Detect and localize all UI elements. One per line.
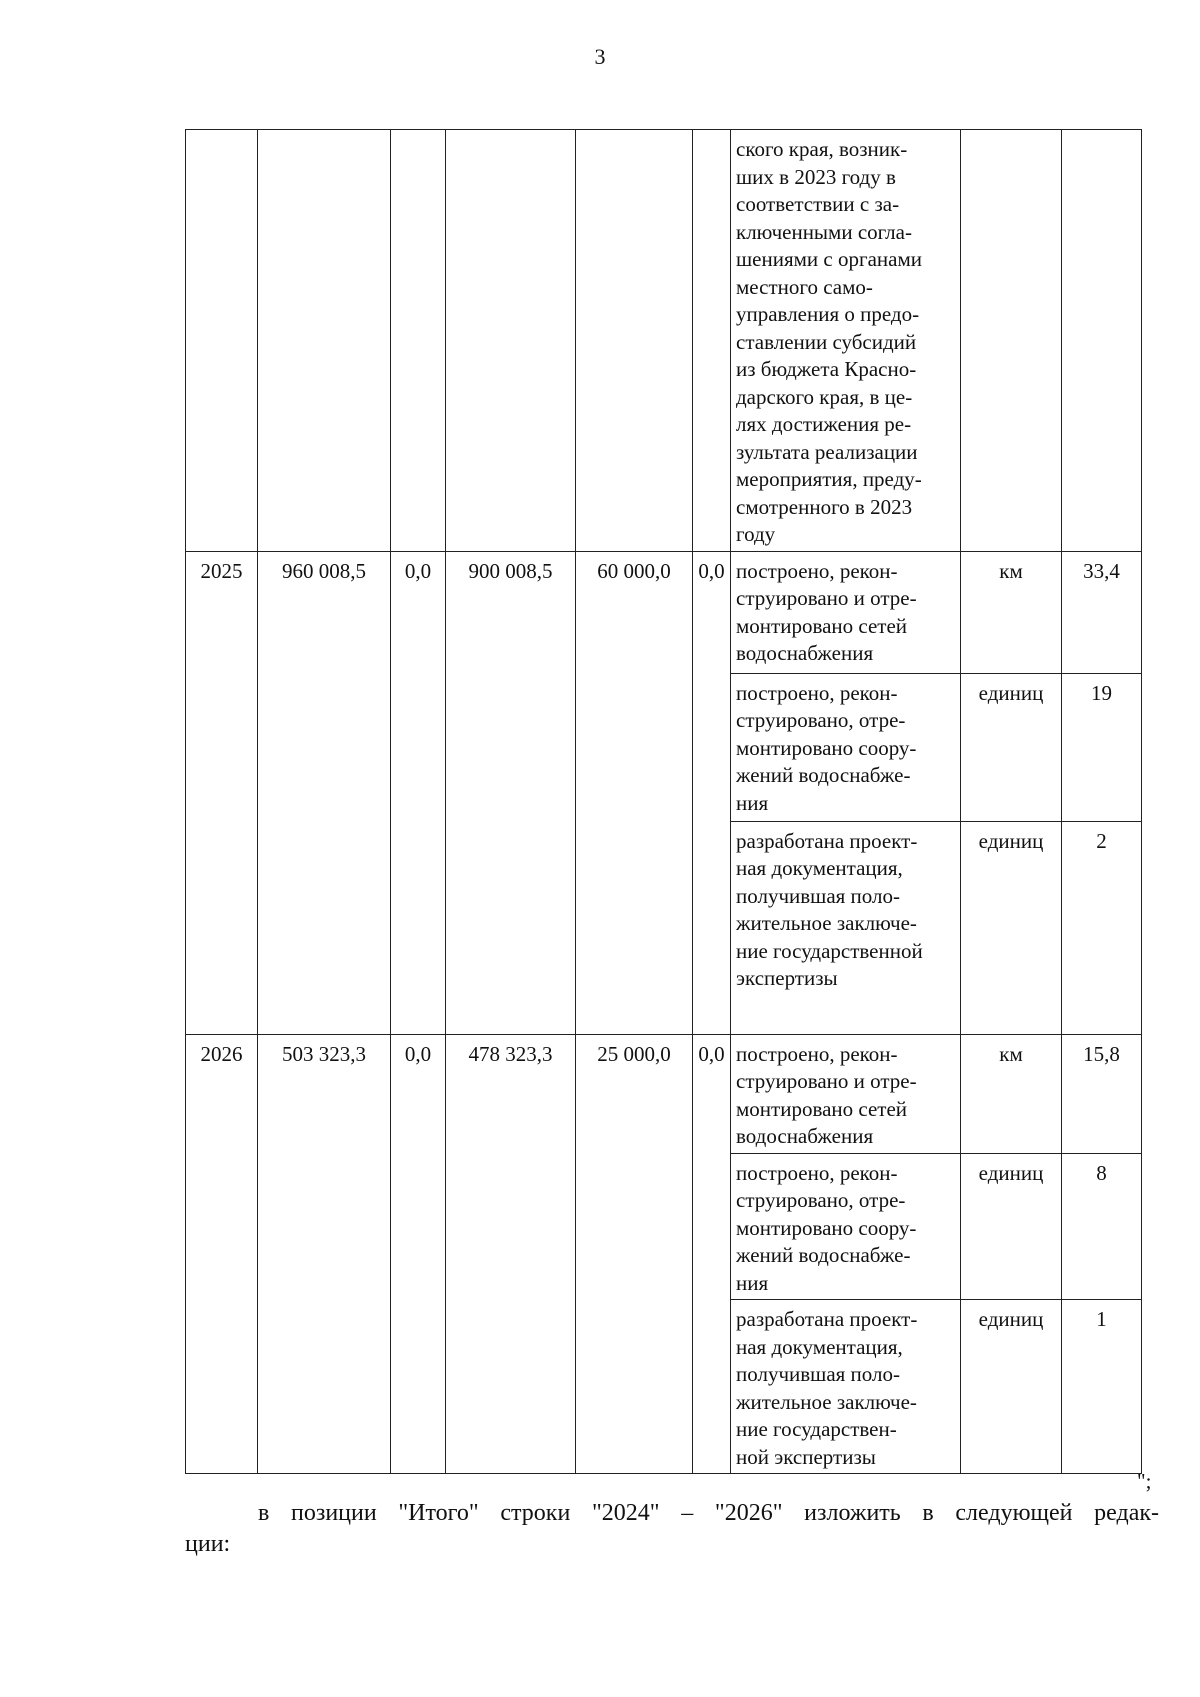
result-line: струировано и отре- <box>736 1069 917 1093</box>
total-cell <box>258 130 391 552</box>
result-line: дарского края, в це- <box>736 384 913 409</box>
federal-cell: 0,0 <box>391 551 446 1034</box>
result-line: водоснабжения <box>736 1124 874 1148</box>
table-row-2026 <box>186 1034 1142 1153</box>
result-line: получившая поло- <box>736 883 900 908</box>
result-line: ние государственной <box>736 938 923 963</box>
total-cell: 960 008,5 <box>258 551 391 1034</box>
local-cell: 25 000,0 <box>576 1034 693 1474</box>
financing-table <box>185 129 1142 1474</box>
result-line: построено, рекон- <box>736 1041 898 1066</box>
result-line: жений водоснабже- <box>736 1243 911 1267</box>
result-line: монтировано сетей <box>736 1096 908 1121</box>
result-line: лях достижения ре- <box>736 412 912 436</box>
regional-cell: 478 323,3 <box>446 1034 576 1474</box>
paragraph-line: в позиции "Итого" строки "2024" – "2026" изложить в следующей редак- <box>258 1500 1159 1526</box>
result-text-cell <box>731 1300 961 1474</box>
other-cell: 0,0 <box>693 1034 731 1474</box>
paragraph-line: ции: <box>185 1531 231 1557</box>
value-cell <box>1062 130 1142 552</box>
result-text-cell <box>731 1153 961 1300</box>
value-cell: 1 <box>1062 1300 1142 1474</box>
value-cell: 8 <box>1062 1153 1142 1300</box>
result-line: разработана проект- <box>736 828 918 853</box>
regional-cell: 900 008,5 <box>446 551 576 1034</box>
result-line: монтировано сетей <box>736 613 908 638</box>
result-line: получившая поло- <box>736 1362 900 1386</box>
result-line: ших в 2023 году в <box>736 164 896 189</box>
result-line: ключенными согла- <box>736 219 912 244</box>
result-line: местного само- <box>736 274 873 299</box>
result-line: монтировано соору- <box>736 735 917 760</box>
federal-cell: 0,0 <box>391 1034 446 1474</box>
continuation-row <box>186 130 1142 552</box>
unit-cell: единиц <box>961 821 1062 1034</box>
result-line: зультата реализации <box>736 439 918 464</box>
result-line: водоснабжения <box>736 641 874 665</box>
result-text-cell <box>731 130 961 552</box>
value-cell: 33,4 <box>1062 551 1142 673</box>
result-line: экспертизы <box>736 966 838 990</box>
result-text-cell <box>731 821 961 1034</box>
other-cell: 0,0 <box>693 551 731 1034</box>
unit-cell <box>961 130 1062 552</box>
page-number: 3 <box>594 44 606 69</box>
result-line: струировано, отре- <box>736 1188 906 1212</box>
unit-cell: единиц <box>961 1300 1062 1474</box>
result-line: жений водоснабже- <box>736 763 911 787</box>
result-text-cell <box>731 1034 961 1153</box>
unit-cell: единиц <box>961 673 1062 821</box>
result-line: ная документация, <box>736 856 903 880</box>
result-line: ная документация, <box>736 1334 903 1359</box>
table-row-2025 <box>186 551 1142 673</box>
result-line: построено, рекон- <box>736 558 898 583</box>
total-cell: 503 323,3 <box>258 1034 391 1474</box>
result-line: ского края, возник- <box>736 137 908 161</box>
federal-cell <box>391 130 446 552</box>
result-line: ние государствен- <box>736 1417 897 1441</box>
result-line: разработана проект- <box>736 1307 918 1331</box>
result-line: году <box>736 522 776 546</box>
unit-cell: км <box>961 551 1062 673</box>
result-line: монтировано соору- <box>736 1215 917 1240</box>
result-line: из бюджета Красно- <box>736 357 917 381</box>
other-cell <box>693 130 731 552</box>
result-line: струировано и отре- <box>736 586 917 610</box>
result-line: жительное заключе- <box>736 1389 917 1414</box>
year-cell: 2026 <box>186 1034 258 1474</box>
unit-cell: единиц <box>961 1153 1062 1300</box>
value-cell: 2 <box>1062 821 1142 1034</box>
result-line: ставлении субсидий <box>736 329 917 354</box>
local-cell <box>576 130 693 552</box>
result-line: соответствии с за- <box>736 192 900 216</box>
amendment-paragraph <box>185 1498 1159 1560</box>
result-line: смотренного в 2023 <box>736 494 913 519</box>
result-line: ной экспертизы <box>736 1444 876 1469</box>
year-cell <box>186 130 258 552</box>
regional-cell <box>446 130 576 552</box>
result-text-cell <box>731 673 961 821</box>
result-line: построено, рекон- <box>736 680 898 705</box>
result-line: ния <box>736 790 769 815</box>
result-line: ния <box>736 1270 769 1295</box>
year-cell: 2025 <box>186 551 258 1034</box>
result-line: шениями с органами <box>736 247 922 271</box>
result-text-cell <box>731 551 961 673</box>
value-cell: 15,8 <box>1062 1034 1142 1153</box>
result-line: построено, рекон- <box>736 1160 898 1185</box>
result-line: мероприятия, преду- <box>736 467 922 491</box>
result-line: управления о предо- <box>736 302 920 326</box>
value-cell: 19 <box>1062 673 1142 821</box>
result-line: струировано, отре- <box>736 708 906 732</box>
unit-cell: км <box>961 1034 1062 1153</box>
result-line: жительное заключе- <box>736 911 917 935</box>
closing-quote: "; <box>1137 1469 1152 1493</box>
local-cell: 60 000,0 <box>576 551 693 1034</box>
